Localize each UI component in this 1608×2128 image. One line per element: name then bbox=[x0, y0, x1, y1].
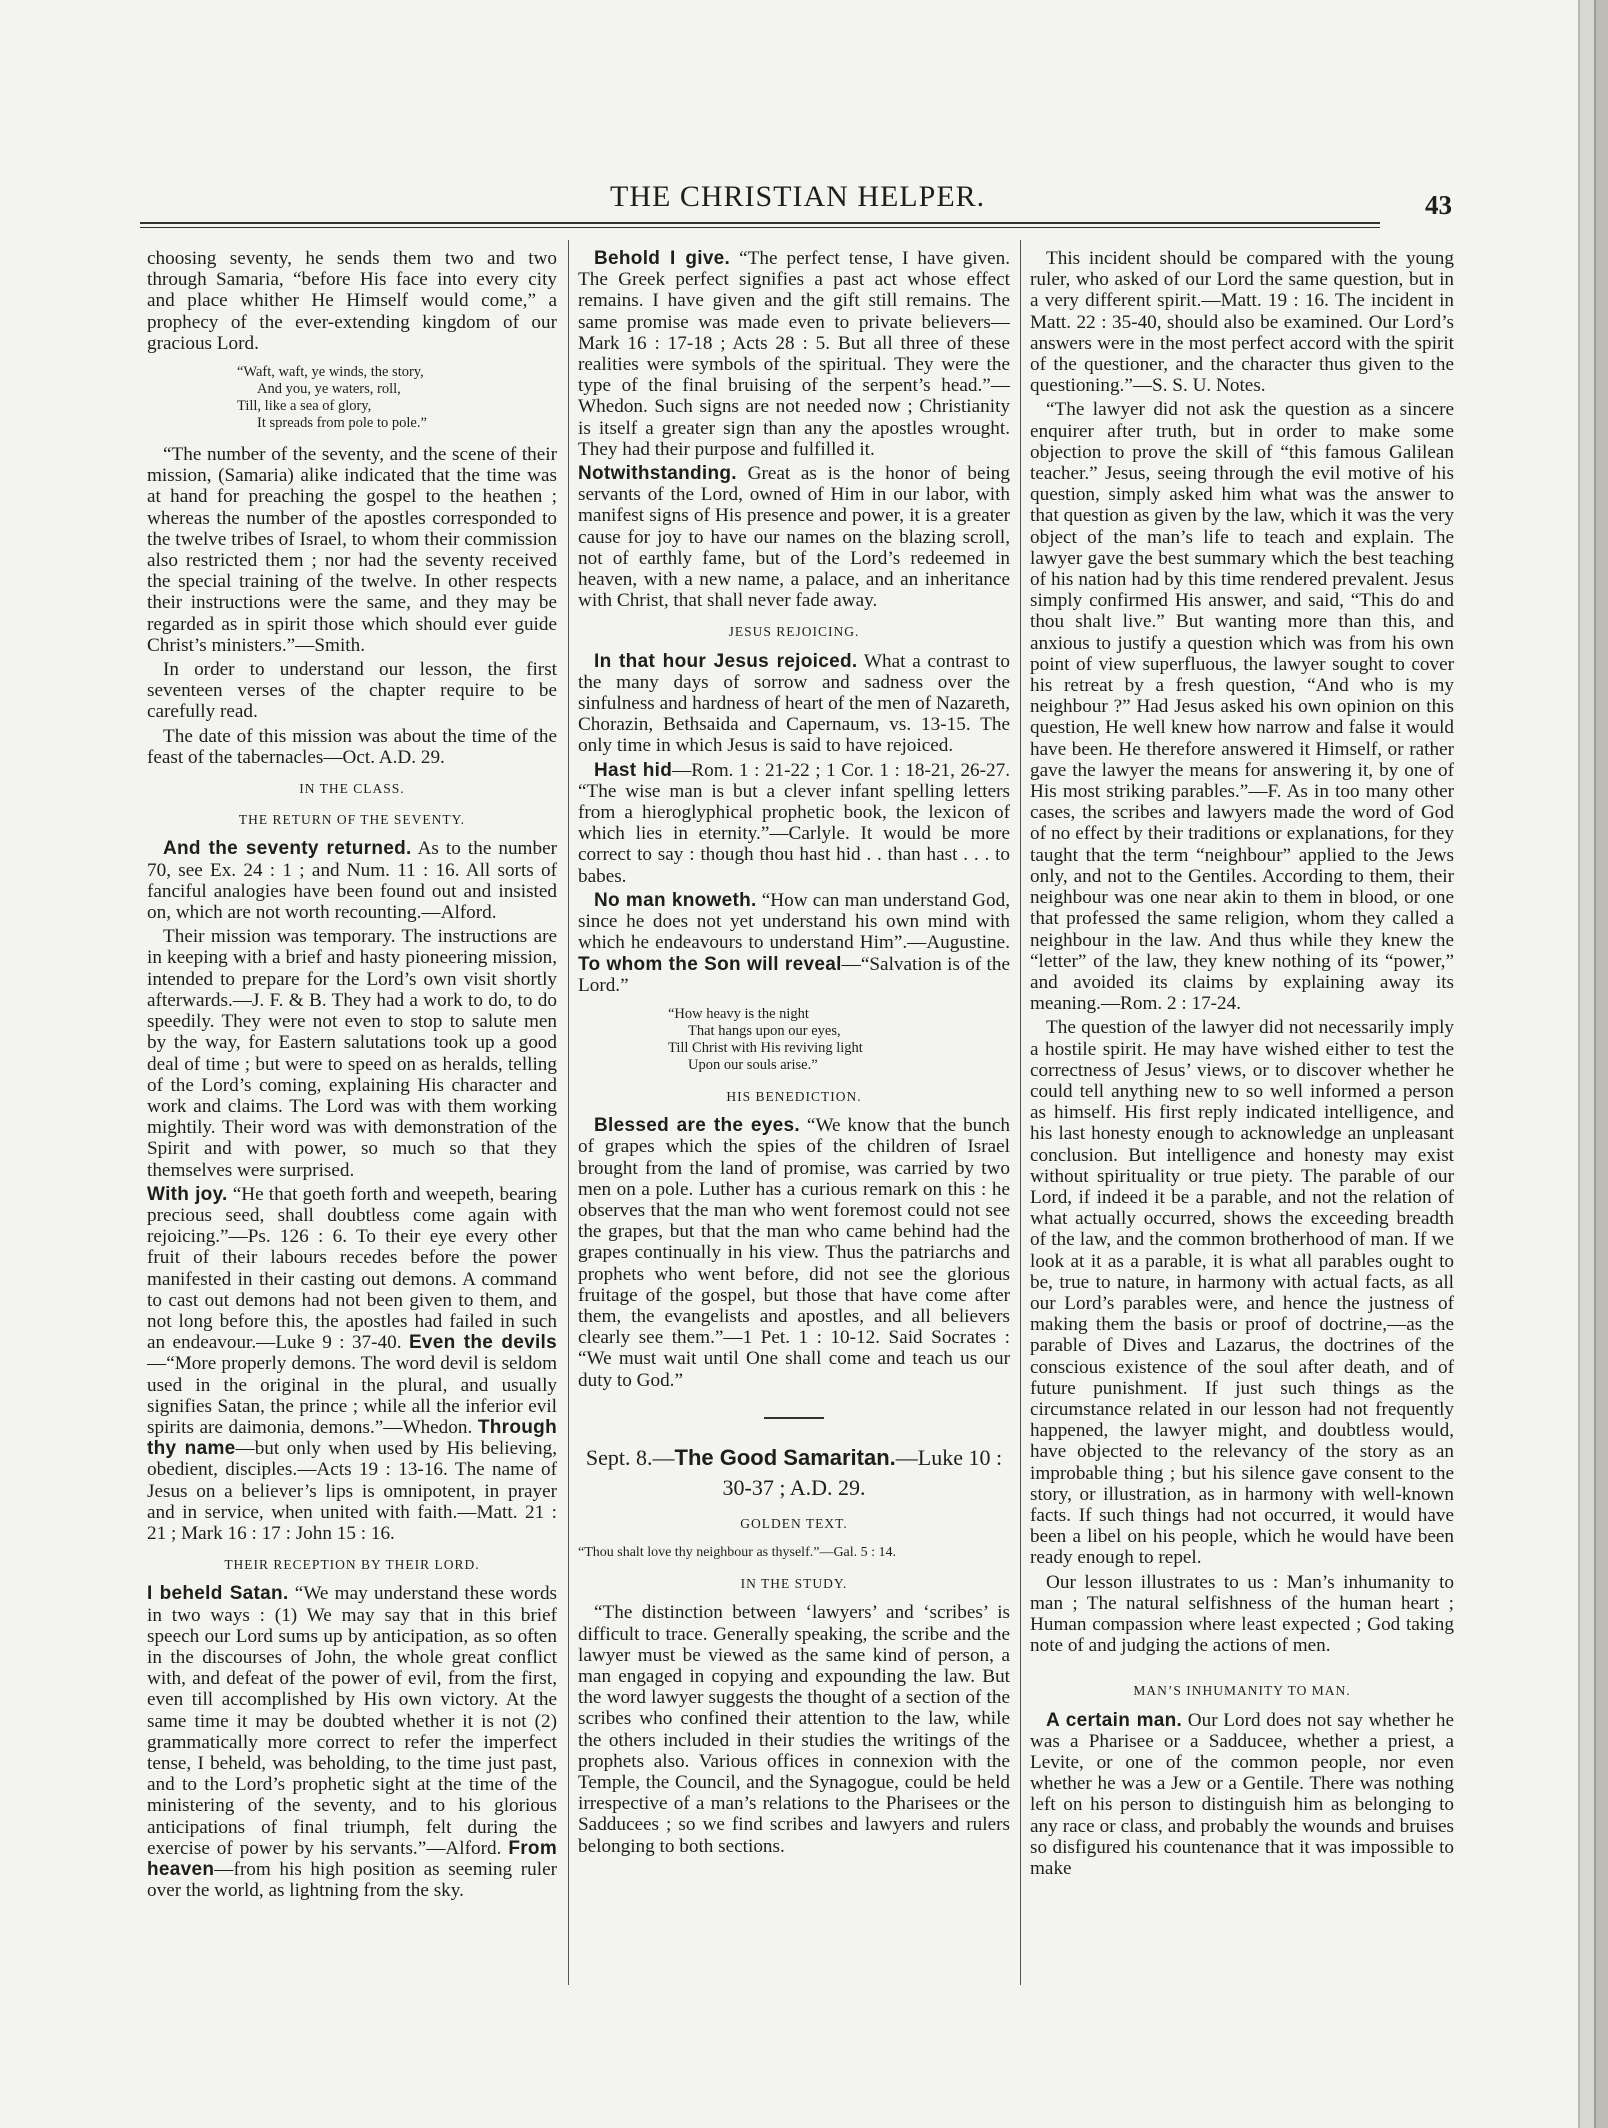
entry-text: —“Salvation is of the Lord.” bbox=[578, 953, 1010, 996]
entry-heading: From heaven bbox=[147, 1837, 557, 1881]
poem-line: “Waft, waft, ye winds, the story, bbox=[237, 364, 424, 381]
poem-line: It spreads from pole to pole.” bbox=[257, 415, 427, 432]
paragraph: Their mission was temporary. The instructions are in keeping with a brief and hasty pioneering mission, intended to prepare for the Lord’s own visit shortly afterwards.—J. F. & B. They had a work to do, to do speedily. They were not even to stop to salute men by the way, for Eastern salutations took up a good deal of time ; but were to speed on as heralds, telling of the Lord’s coming, explaining His character and work and claims. The Lord was with them working mightily. Their word was with demonstration of the Spirit and with power, so much so that they themselves were surprised. bbox=[147, 926, 557, 1181]
entry-text: Great as is the honor of being servants of the Lord, owned of Him in our labor, with manifest signs of His presence and power, it is a greater cause for joy to have our names on the blazing scroll, not of earthly fame, but of the Lord’s redeemed in heaven, with a new name, a palace, and an inheritance with Christ, that shall never fade away. bbox=[578, 463, 1010, 612]
section-heading: THE RETURN OF THE SEVENTY. bbox=[238, 812, 466, 828]
entry-text: “How can man understand God, since he does not yet understand his own mind with which he endeavours to understand Him”.—Augustine. bbox=[578, 889, 1010, 954]
entry-text: What a contrast to the many days of sorrow and sadness over the sinfulness and hardness of heart of the men of Nazareth, Chorazin, Bethsaida and Capernaum, vs. 13-15. The only time in which Jesus is said to have rejoiced. bbox=[578, 650, 1010, 757]
section-heading: JESUS REJOICING. bbox=[728, 624, 860, 640]
lesson-name: The Good Samaritan. bbox=[674, 1444, 896, 1470]
entry-heading: Notwithstanding. bbox=[578, 463, 737, 485]
paragraph: The date of this mission was about the time of the feast of the tabernacles—Oct. A.D. 29. bbox=[147, 725, 557, 768]
entry-text: As to the number 70, see Ex. 24 : 1 ; and Num. 11 : 16. All sorts of fanciful analogies have been found out and insisted on, which are not worth recounting.—Alford. bbox=[147, 838, 557, 924]
running-head: THE CHRISTIAN HELPER. bbox=[610, 180, 986, 213]
entry-text: “He that goeth forth and weepeth, bearing precious seed, shall doubtless come again with rejoicing.”—Ps. 126 : 6. To their eye every other fruit of their labours recedes before the power manifested in their casting out demons. A command to cast out demons had not been given to them, and not long before this, the apostles had failed in such an endeavour.—Luke 9 : 37-40. bbox=[147, 1183, 557, 1354]
entry-text: “We may understand these words in two ways : (1) We may say that in this brief speech our Lord sums up by anticipation, as so often in the discourses of John, the whole great conflict with, and defeat of the power of evil, from the first, even till accomplished by His own victory. At the same time it may be doubted whether it is not (2) grammatically more correct to refer the imperfect tense, I beheld, was beholding, to the time just past, and to the Lord’s prophetic sight at the time of the ministering of the seventy, and to his glorious anticipations of final triumph, felt during the exercise of power by his servants.”—Alford. bbox=[147, 1583, 557, 1859]
paragraph: In order to understand our lesson, the first seventeen verses of the chapter require to be carefully read. bbox=[147, 659, 557, 723]
entry-text: —“More properly demons. The word devil is seldom used in the original in the plural, and usually signifies Satan, the prince ; while all the inferior evil spirits are daimonia, demons.”—Whedon. bbox=[147, 1353, 557, 1438]
page-header bbox=[140, 180, 1452, 240]
section-heading: GOLDEN TEXT. bbox=[740, 1515, 848, 1531]
entry-heading: A certain man. bbox=[1046, 1709, 1183, 1731]
section-heading: IN THE CLASS. bbox=[299, 781, 405, 797]
entry-heading: Blessed are the eyes. bbox=[594, 1115, 800, 1137]
column-2 bbox=[578, 248, 1010, 1998]
paragraph: “The lawyer did not ask the question as a sincere enquirer after truth, but in order to make some objection to prove the skill of “this famous Galilean teacher.” Jesus, seeing through the evil motive of his question, simply asked him what was the answer to that question as given by the law, which it was the very object of the man’s life to teach and explain. The lawyer gave the best summary which the best teaching of his nation had by this time rendered prevalent. Jesus simply confirmed His answer, and said, “This do and thou shalt live.” But wanting more than this, and anxious to justify a question which was from his own point of view superfluous, the lawyer sought to cover his retreat by a fresh question, “And who is my neighbour ?” Had Jesus asked his own opinion on this question, He well knew how narrow and false it would have been. He therefore answered it Himself, or rather gave the lawyer the means for answering it, by one of His most striking parables.”—F. As in too many other cases, the scribes and lawyers made the word of God of no effect by their traditions or explanations, for they taught that the term “neighbour” applied to the Jews only, and not to the Gentiles. According to them, their neighbour was one near akin to them in blood, or one that professed the same religion, whom they called a neighbour in the law. And thus while they knew the “letter” of the law, they knew nothing of its “power,” and avoided its claims by explaining away its meaning.—Rom. 2 : 17-24. bbox=[1030, 399, 1454, 1015]
section-heading: THEIR RECEPTION BY THEIR LORD. bbox=[224, 1557, 480, 1573]
entry-heading: To whom the Son will reveal bbox=[578, 953, 842, 975]
poem bbox=[668, 1006, 1010, 1074]
entry-heading: Even the devils bbox=[408, 1332, 557, 1354]
entry-heading: In that hour Jesus rejoiced. bbox=[594, 650, 858, 672]
poem-line: That hangs upon our eyes, bbox=[688, 1022, 841, 1039]
column-1 bbox=[147, 248, 557, 1998]
poem-line: Till, like a sea of glory, bbox=[237, 398, 372, 415]
section-heading: IN THE STUDY. bbox=[740, 1576, 848, 1592]
section-heading: MAN’S INHUMANITY TO MAN. bbox=[1133, 1683, 1351, 1699]
poem-line: And you, ye waters, roll, bbox=[257, 381, 401, 398]
poem-line: Upon our souls arise.” bbox=[688, 1056, 818, 1073]
entry-text: “We know that the bunch of grapes which the spies of the children of Israel brought from the land of promise, was carried by two men on a pole. Luther has a curious remark on this : he observes that the man who went foremost could not see the grapes, but that the man who came behind had the grapes continually in his view. Thus the patriarchs and prophets who went before, did not see the glorious fruitage of the gospel, but those that have come after them, the evangelists and apostles, and all believers clearly see them.”—1 Pet. 1 : 10-12. Said Socrates : “We must wait until One shall come and teach us our duty to God.” bbox=[578, 1115, 1010, 1391]
section-heading: HIS BENEDICTION. bbox=[726, 1088, 862, 1104]
poem-line: “How heavy is the night bbox=[668, 1005, 809, 1022]
poem-line: Till Christ with His reviving light bbox=[668, 1039, 863, 1056]
lesson-reference: —Luke 10 : 30-37 ; A.D. 29. bbox=[722, 1444, 1003, 1500]
page-edge bbox=[1594, 0, 1608, 2128]
paragraph: This incident should be compared with the young ruler, who asked of our Lord the same question, but in a very different spirit.—Matt. 19 : 16. The incident in Matt. 22 : 35-40, should also be examined. Our Lord’s answers were in the most perfect accord with the spirit of the questioner, and the character thus given to the questioning.”—S. S. U. Notes. bbox=[1030, 248, 1454, 397]
entry-heading: Hast hid bbox=[594, 759, 673, 781]
poem bbox=[237, 364, 557, 432]
page-edge bbox=[1578, 0, 1594, 2128]
paragraph: “The number of the seventy, and the scene of their mission, (Samaria) alike indicated that the time was at hand for preaching the gospel to the heathen ; whereas the number of the apostles corresponded to the twelve tribes of Israel, to whom their commission also restricted them ; nor had the seventy received the special training of the twelve. In other respects their instructions were the same, and they may be regarded as in spirit those which should ever guide Christ’s ministers.”—Smith. bbox=[147, 444, 557, 656]
entry-heading: And the seventy returned. bbox=[163, 838, 412, 860]
header-rule bbox=[140, 222, 1380, 224]
header-rule-thin bbox=[140, 227, 1380, 228]
entry-heading: No man knoweth. bbox=[594, 889, 757, 911]
column-separator bbox=[1020, 240, 1021, 1985]
entry-heading: Through thy name bbox=[147, 1416, 557, 1460]
entry-heading: I beheld Satan. bbox=[147, 1583, 289, 1605]
paragraph: The question of the lawyer did not necessarily imply a hostile spirit. He may have wished either to test the correctness of Jesus’ views, or to discover whether he could tell anything new to so well informed a person as himself. His first reply indicated intelligence, and his last honesty enough to acknowledge an unpleasant conclusion. But intelligence and honesty may exist without spirituality or true piety. The parable of our Lord, if indeed it be a parable, and not the relation of what actually occurred, shows the exceeding breadth of the law, and the common brotherhood of man. If we look at it as a parable, it is what all parables ought to be, true to nature, in harmony with actual facts, as all our Lord’s parables were, and hence the justness of making them the basis or proof of doctrine,—as the parable of Dives and Lazarus, the doctrines of the conscious existence of the soul after death, and of future punishment. If just such things as the circumstance related in our lesson had not frequently happened, the lawyer might, and doubtless would, have objected to the relevancy of the story as an improbable thing ; but his silence gave consent to the story, or illustration, as in harmony with well-known facts. If such things had not occurred, it would have been a libel on his people, which he would have been ready enough to repel. bbox=[1030, 1017, 1454, 1569]
entry-heading: Behold I give. bbox=[594, 248, 731, 269]
paragraph: “The distinction between ‘lawyers’ and ‘scribes’ is difficult to trace. Generally speaking, the scribe and the lawyer must be viewed as the same kind of person, a man engaged in copying and expounding the law. But the word lawyer suggests the thought of a section of the scribes who confined their attention to the law, while the others included in their studies the writings of the prophets also. Various offices in connexion with the Temple, the Council, and the Synagogue, could be held irrespective of a man’s relations to the Pharisees or the Sadducees ; so we find scribes and lawyers and rulers belonging to both sections. bbox=[578, 1602, 1010, 1857]
page-number: 43 bbox=[1425, 190, 1452, 220]
entry-text: —Rom. 1 : 21-22 ; 1 Cor. 1 : 18-21, 26-27. “The wise man is but a clever infant spelling letters from a hieroglyphical prophetic book, the lexicon of which lies in eternity.”—Carlyle. It would be more correct to say : though thou hast hid . . than hast . . . to babes. bbox=[578, 759, 1010, 887]
paragraph: choosing seventy, he sends them two and two through Samaria, “before His face into every city and place whither He Himself would come,” a prophecy of the ever-extending kingdom of our gracious Lord. bbox=[147, 248, 557, 354]
paragraph: Our lesson illustrates to us : Man’s inhumanity to man ; The natural selfishness of the human heart ; Human compassion where least expected ; God taking note of and judging the actions of men. bbox=[1030, 1571, 1454, 1657]
entry-text: Our Lord does not say whether he was a Pharisee or a Sadducee, whether a priest, a Levite, or one of the common people, nor even whether he was a Jew or a Gentile. There was nothing left on his person to distinguish him as belonging to any race or class, and probably the wounds and bruises so disfigured his countenance that it was impossible to make bbox=[1030, 1709, 1454, 1880]
column-3 bbox=[1030, 248, 1454, 1998]
entry-text: —but only when used by His believing, obedient, disciples.—Acts 19 : 13-16. The name of Jesus on a believer’s lips is omnipotent, in prayer and in service, when united with faith.—Matt. 21 : 21 ; Mark 16 : 17 : John 15 : 16. bbox=[147, 1438, 557, 1544]
lesson-title bbox=[578, 1443, 1010, 1503]
lesson-date: Sept. 8.— bbox=[585, 1444, 675, 1470]
golden-text: “Thou shalt love thy neighbour as thyself.”—Gal. 5 : 14. bbox=[578, 1544, 897, 1560]
section-divider bbox=[764, 1417, 824, 1419]
entry-text: —from his high position as seeming ruler over the world, as lightning from the sky. bbox=[147, 1859, 557, 1902]
column-separator bbox=[568, 240, 569, 1985]
entry-heading: With joy. bbox=[147, 1183, 228, 1205]
entry-text: “The perfect tense, I have given. The Greek perfect signifies a past act whose effect remains. I have given and the gift still remains. The same promise was made even to private believers—Mark 16 : 17-18 ; Acts 28 : 5. But all three of these realities were symbols of the spiritual. They were the type of the final bruising of the serpent’s head.”—Whedon. Such signs are not needed now ; Christianity is itself a greater sign than any the apostles wrought. They had their purpose and fulfilled it. bbox=[578, 248, 1010, 460]
